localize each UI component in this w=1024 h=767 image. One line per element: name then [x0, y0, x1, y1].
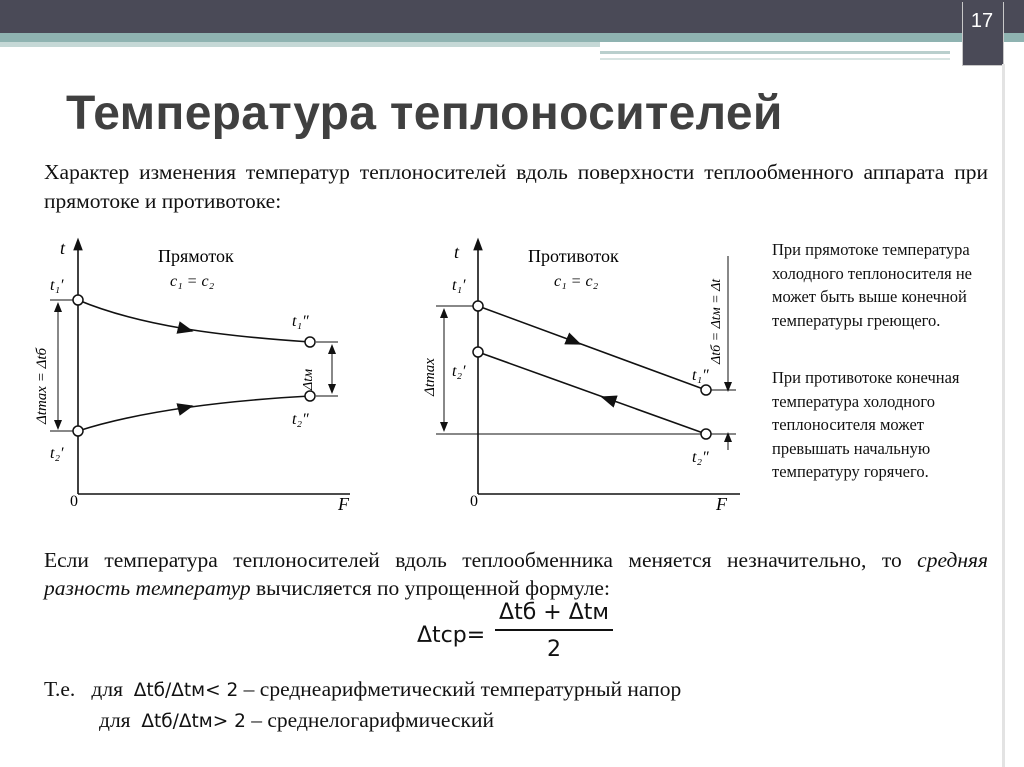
diagram-countercurrent — [418, 236, 760, 514]
header-stripe-light — [0, 42, 600, 47]
criteria-prefix: Т.е. — [44, 677, 76, 701]
note-countercurrent: При противотоке конечная температура холодного теплоносителя может превышать начальную температуру горячего. — [772, 368, 960, 481]
paragraph-emphasis: средняя разность температур — [44, 548, 988, 600]
label-t1-start: t₁′ — [452, 277, 466, 294]
caption-countercurrent: Противоток — [528, 246, 619, 266]
label-dt-m: Δtм — [301, 368, 316, 390]
axis-f-label: F — [338, 494, 349, 514]
paragraph-part2: вычисляется по упрощенной формуле: — [250, 576, 610, 600]
criteria-for-2: для — [99, 708, 131, 732]
header-rule — [600, 51, 950, 54]
origin-label: 0 — [70, 493, 78, 510]
label-t2-start: t₂′ — [452, 363, 466, 380]
label-t1-end: t₁″ — [692, 367, 709, 384]
label-dt-equal: Δtб = Δtм = Δt — [709, 278, 724, 364]
label-t2-start: t₂′ — [50, 445, 64, 462]
page-number: 17 — [970, 10, 994, 32]
label-t1-start: t₁′ — [50, 277, 64, 294]
header-rule-thin — [600, 58, 950, 60]
header-bar — [0, 0, 1024, 33]
intro-text: Характер изменения температур теплоносителей вдоль поверхности теплообменного аппарата при прямотоке и противотоке: — [44, 160, 988, 213]
mean-temp-paragraph — [44, 546, 988, 602]
note-cocurrent: При прямотоке температура холодного теплоносителя не может быть выше конечной температуры греющего. — [772, 240, 972, 330]
axis-t-label: t — [454, 242, 460, 262]
label-t2-end: t₂″ — [692, 449, 709, 466]
header-stripe — [0, 33, 1024, 42]
criteria-expr-1: Δtб/Δtм< 2 — [133, 680, 239, 701]
diagram-cocurrent — [20, 236, 370, 514]
caption-countercurrent-cond: c₁ = c₂ — [554, 273, 599, 290]
caption-cocurrent-cond: c₁ = c₂ — [170, 273, 215, 290]
label-t1-end: t₁″ — [292, 313, 309, 330]
formula-lhs: Δtср= — [417, 623, 486, 648]
label-t2-end: t₂″ — [292, 411, 309, 428]
formula-numerator: Δtб + Δtм — [499, 600, 609, 625]
criteria-text-2: – среднелогарифмический — [251, 708, 494, 732]
criteria-line-arithmetic — [44, 677, 681, 702]
caption-cocurrent: Прямоток — [158, 246, 234, 266]
origin-label: 0 — [470, 493, 478, 510]
criteria-line-log — [99, 708, 494, 733]
label-dt-max: Δtmax — [422, 358, 438, 396]
label-dt-max: Δtmax = Δtб — [34, 347, 50, 424]
fraction-bar — [495, 629, 613, 631]
formula-fraction — [495, 600, 613, 662]
paragraph-part1: Если температура теплоносителей вдоль теплообменника меняется незначительно, то — [44, 548, 918, 572]
axis-t-label: t — [60, 238, 66, 258]
slide-title: Температура теплоносителей — [66, 87, 783, 140]
criteria-expr-2: Δtб/Δtм> 2 — [141, 711, 246, 732]
axis-f-label: F — [716, 494, 727, 514]
formula-denominator: 2 — [547, 636, 561, 662]
slide-right-border — [1002, 64, 1005, 767]
criteria-text-1: – среднеарифметический температурный напор — [243, 677, 682, 701]
criteria-for-1: для — [91, 677, 123, 701]
